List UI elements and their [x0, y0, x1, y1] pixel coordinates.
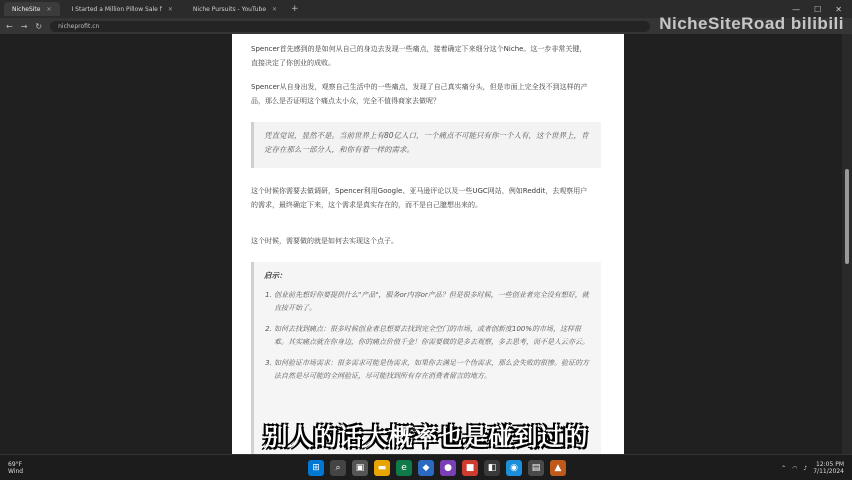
system-tray	[781, 461, 844, 475]
edge-icon[interactable]: e	[396, 460, 412, 476]
close-icon[interactable]: ✕	[46, 5, 52, 13]
store-icon[interactable]: ◆	[418, 460, 434, 476]
list-item: 1. 创业前先想好你要提供什么"产品"，服务or内容or产品？但是很多时候，一些创业者完全没有想好，就直接开始了。	[274, 289, 591, 315]
wifi-icon[interactable]: ◠	[792, 464, 798, 472]
close-icon[interactable]: ✕	[272, 5, 278, 13]
clock[interactable]	[813, 461, 844, 475]
blockquote	[251, 122, 601, 168]
file-explorer-icon[interactable]: ▬	[374, 460, 390, 476]
article-page	[232, 34, 624, 454]
article-paragraph-3: 这个时候你需要去做调研，Spencer利用Google、亚马逊评论以及一些UGC网站，例如Reddit，去观察用户的需求，最终确定下来，这个需求是真实存在的，而不是自己臆想出来的。	[251, 187, 588, 209]
tab-nichesite[interactable]	[4, 2, 60, 16]
app-icon[interactable]: ◧	[484, 460, 500, 476]
time-text: 12:05 PM	[816, 461, 844, 468]
task-view-icon[interactable]: ▣	[352, 460, 368, 476]
web-viewport	[0, 34, 852, 454]
back-icon[interactable]: ←	[6, 21, 13, 31]
taskbar	[0, 454, 852, 480]
minimize-icon[interactable]: —	[792, 4, 801, 14]
scrollbar[interactable]	[842, 34, 852, 454]
close-window-icon[interactable]: ✕	[835, 4, 842, 14]
tab-youtube[interactable]	[185, 2, 285, 16]
app-icon[interactable]: ▲	[550, 460, 566, 476]
close-icon[interactable]: ✕	[167, 5, 173, 13]
chevron-up-icon[interactable]: ⌃	[781, 464, 787, 472]
new-tab-button[interactable]: +	[291, 4, 299, 14]
article-paragraph-2: Spencer从自身出发，观察自己生活中的一些痛点，发现了自己真实痛分头，但是市面上完全找不到这样的产品，那么是否证明这个痛点太小众，完全不值得商家去做呢？	[251, 83, 588, 105]
video-subtitle: 别人的话大概率也是碰到过的	[263, 423, 589, 451]
callout-title: 启示：	[264, 271, 287, 280]
app-icon[interactable]: ●	[440, 460, 456, 476]
weather-desc: Wind	[8, 468, 24, 475]
start-icon[interactable]: ⊞	[308, 460, 324, 476]
forward-icon[interactable]: →	[20, 21, 28, 31]
channel-watermark: NicheSiteRoad bilibili	[659, 14, 844, 33]
taskbar-apps	[308, 460, 566, 476]
url-text: nicheprofit.cn	[58, 22, 100, 30]
tab-label: NicheSite	[12, 5, 41, 13]
date-text: 7/11/2024	[813, 468, 844, 475]
window-controls	[792, 5, 852, 14]
weather-temp: 69°F	[8, 461, 23, 468]
article-paragraph-4: 这个时候，需要做的就是如何去实现这个点子。	[251, 237, 398, 245]
article-paragraph-1: Spencer首先感到的是如何从自己的身边去发现一些痛点，接着确定下来细分这个Niche。这一步非常关键，直接决定了你创业的成败。	[251, 45, 587, 67]
chrome-icon[interactable]: ◉	[506, 460, 522, 476]
tab-label: Niche Pursuits - YouTube	[192, 5, 267, 13]
list-item: 3. 如何验证市场需求：很多需求可能是伪需求，如果你去满足一个伪需求，那么会失败的很惨。验证的方法自然是尽可能的全网验证，尽可能找到所有存在消费者留言的地方。	[274, 357, 591, 383]
app-icon[interactable]: ■	[462, 460, 478, 476]
maximize-icon[interactable]: ☐	[814, 4, 822, 14]
address-bar[interactable]	[50, 21, 650, 32]
volume-icon[interactable]: ♪	[803, 464, 808, 472]
scroll-thumb[interactable]	[845, 169, 849, 264]
search-icon[interactable]: ⌕	[330, 460, 346, 476]
quote-text: 凭直觉说，显然不是。当前世界上有80亿人口，一个痛点不可能只有你一个人有，这个世界上，肯定存在那么一部分人，和你有着一样的需求。	[264, 131, 589, 154]
list-item: 2. 如何去找到痛点：很多时候创业者总想要去找到完全空门的市场，或者创新度100%的市场，这样很难。其实痛点就在你身边，你的痛点价值千金！你需要做的是多去观察，多去思考，而不是人云亦云。	[274, 323, 591, 349]
app-icon[interactable]: ▤	[528, 460, 544, 476]
reload-icon[interactable]: ↻	[35, 21, 43, 31]
tab-pillow-video[interactable]	[64, 2, 181, 16]
weather-widget[interactable]	[8, 461, 23, 475]
tab-label: I Started a Million Pillow Sale f	[71, 5, 162, 13]
